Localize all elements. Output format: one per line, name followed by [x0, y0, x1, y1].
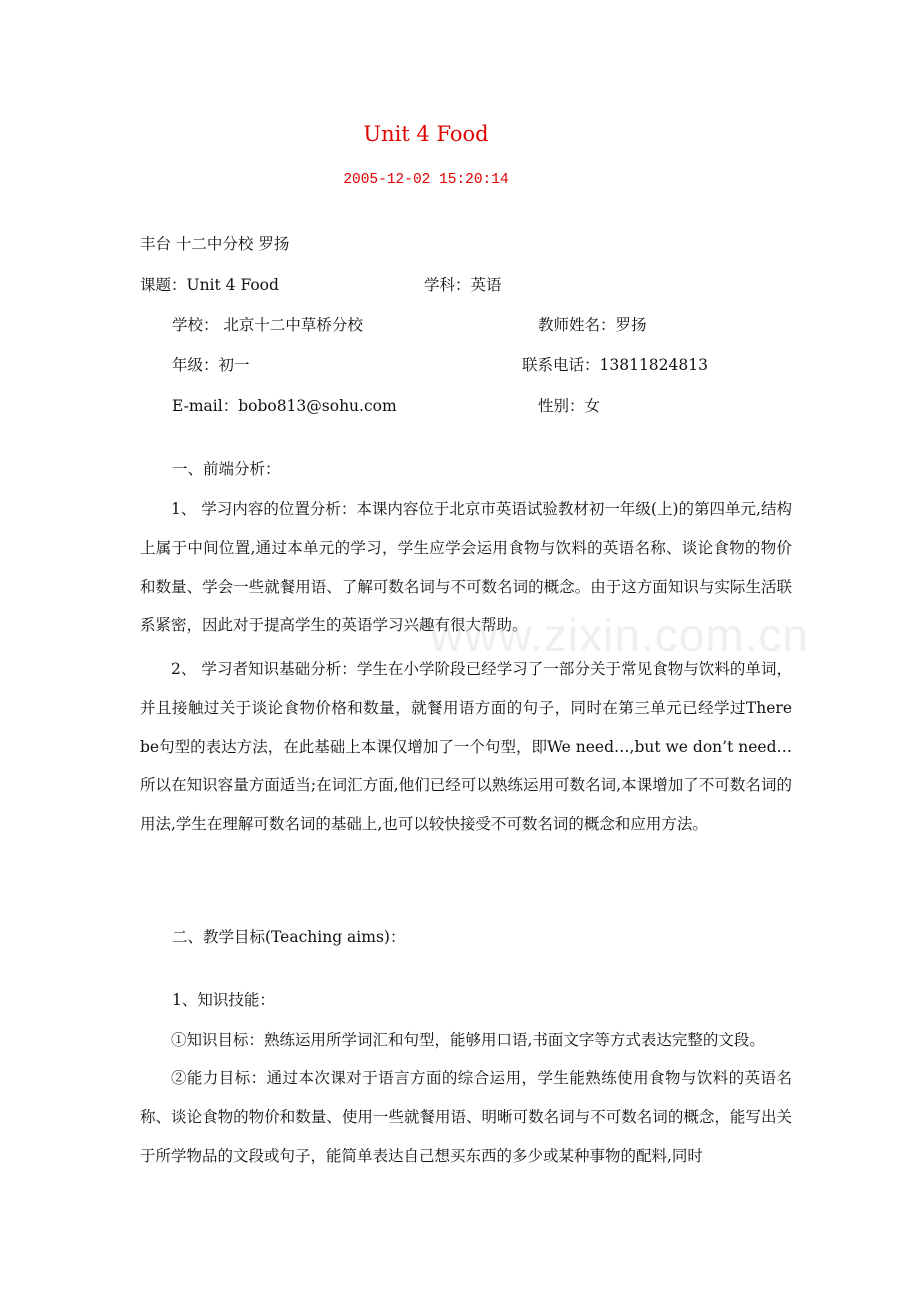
info-grade: 年级：初一 — [172, 356, 250, 374]
info-teacher: 教师姓名：罗扬 — [538, 316, 647, 334]
section2-heading: 二、教学目标(Teaching aims)： — [172, 928, 406, 946]
section1-paragraph-2: 2、 学习者知识基础分析：学生在小学阶段已经学习了一部分关于常见食物与饮料的单词，并且接触过关于谈论食物价格和数量，就餐用语方面的句子，同时在第三单元已经学过There be句型的表达方法，在此基础上本课仅增加了一个句型，即We need…,but we don’t need…所以在知识容量方面适当;在词汇方面,他们已经可以熟练运用可数名词,本课增加了不可数名词的用法,学生在理解可数名词的基础上,也可以较快接受不可数名词的概念和应用方法。 — [140, 660, 792, 834]
watermark: www.zixin.com.cn — [430, 609, 809, 661]
info-topic: 课题：Unit 4 Food — [140, 276, 279, 294]
author-line: 丰台 十二中分校 罗扬 — [140, 235, 290, 253]
goal-knowledge: ①知识目标：熟练运用所学词汇和句型，能够用口语,书面文字等方式表达完整的文段。 — [171, 1031, 765, 1049]
info-gender: 性别：女 — [538, 397, 601, 415]
goal-ability: ②能力目标：通过本次课对于语言方面的综合运用，学生能熟练使用食物与饮料的英语名称、谈论食物的物价和数量、使用一些就餐用语、明晰可数名词与不可数名词的概念，能写出关于所学物品的文段或句子，能简单表达自己想买东西的多少或某种事物的配料,同时 — [140, 1069, 792, 1165]
info-subject: 学科：英语 — [424, 276, 502, 294]
info-school: 学校： 北京十二中草桥分校 — [172, 316, 363, 334]
section2-subheading: 1、知识技能： — [172, 991, 275, 1009]
section1-paragraph-1: 1、 学习内容的位置分析：本课内容位于北京市英语试验教材初一年级(上)的第四单元,结构上属于中间位置,通过本单元的学习，学生应学会运用食物与饮料的英语名称、谈论食物的物价和数量、学会一些就餐用语、了解可数名词与不可数名词的概念。由于这方面知识与实际生活联系紧密，因此对于提高学生的英语学习兴趣有很大帮助。 — [140, 500, 792, 635]
info-email: E-mail：bobo813@sohu.com — [172, 397, 397, 415]
section1-heading: 一、前端分析： — [172, 460, 281, 478]
document-title: Unit 4 Food — [363, 122, 489, 146]
info-phone: 联系电话：13811824813 — [522, 356, 708, 374]
document-date: 2005-12-02 15:20:14 — [343, 172, 509, 188]
